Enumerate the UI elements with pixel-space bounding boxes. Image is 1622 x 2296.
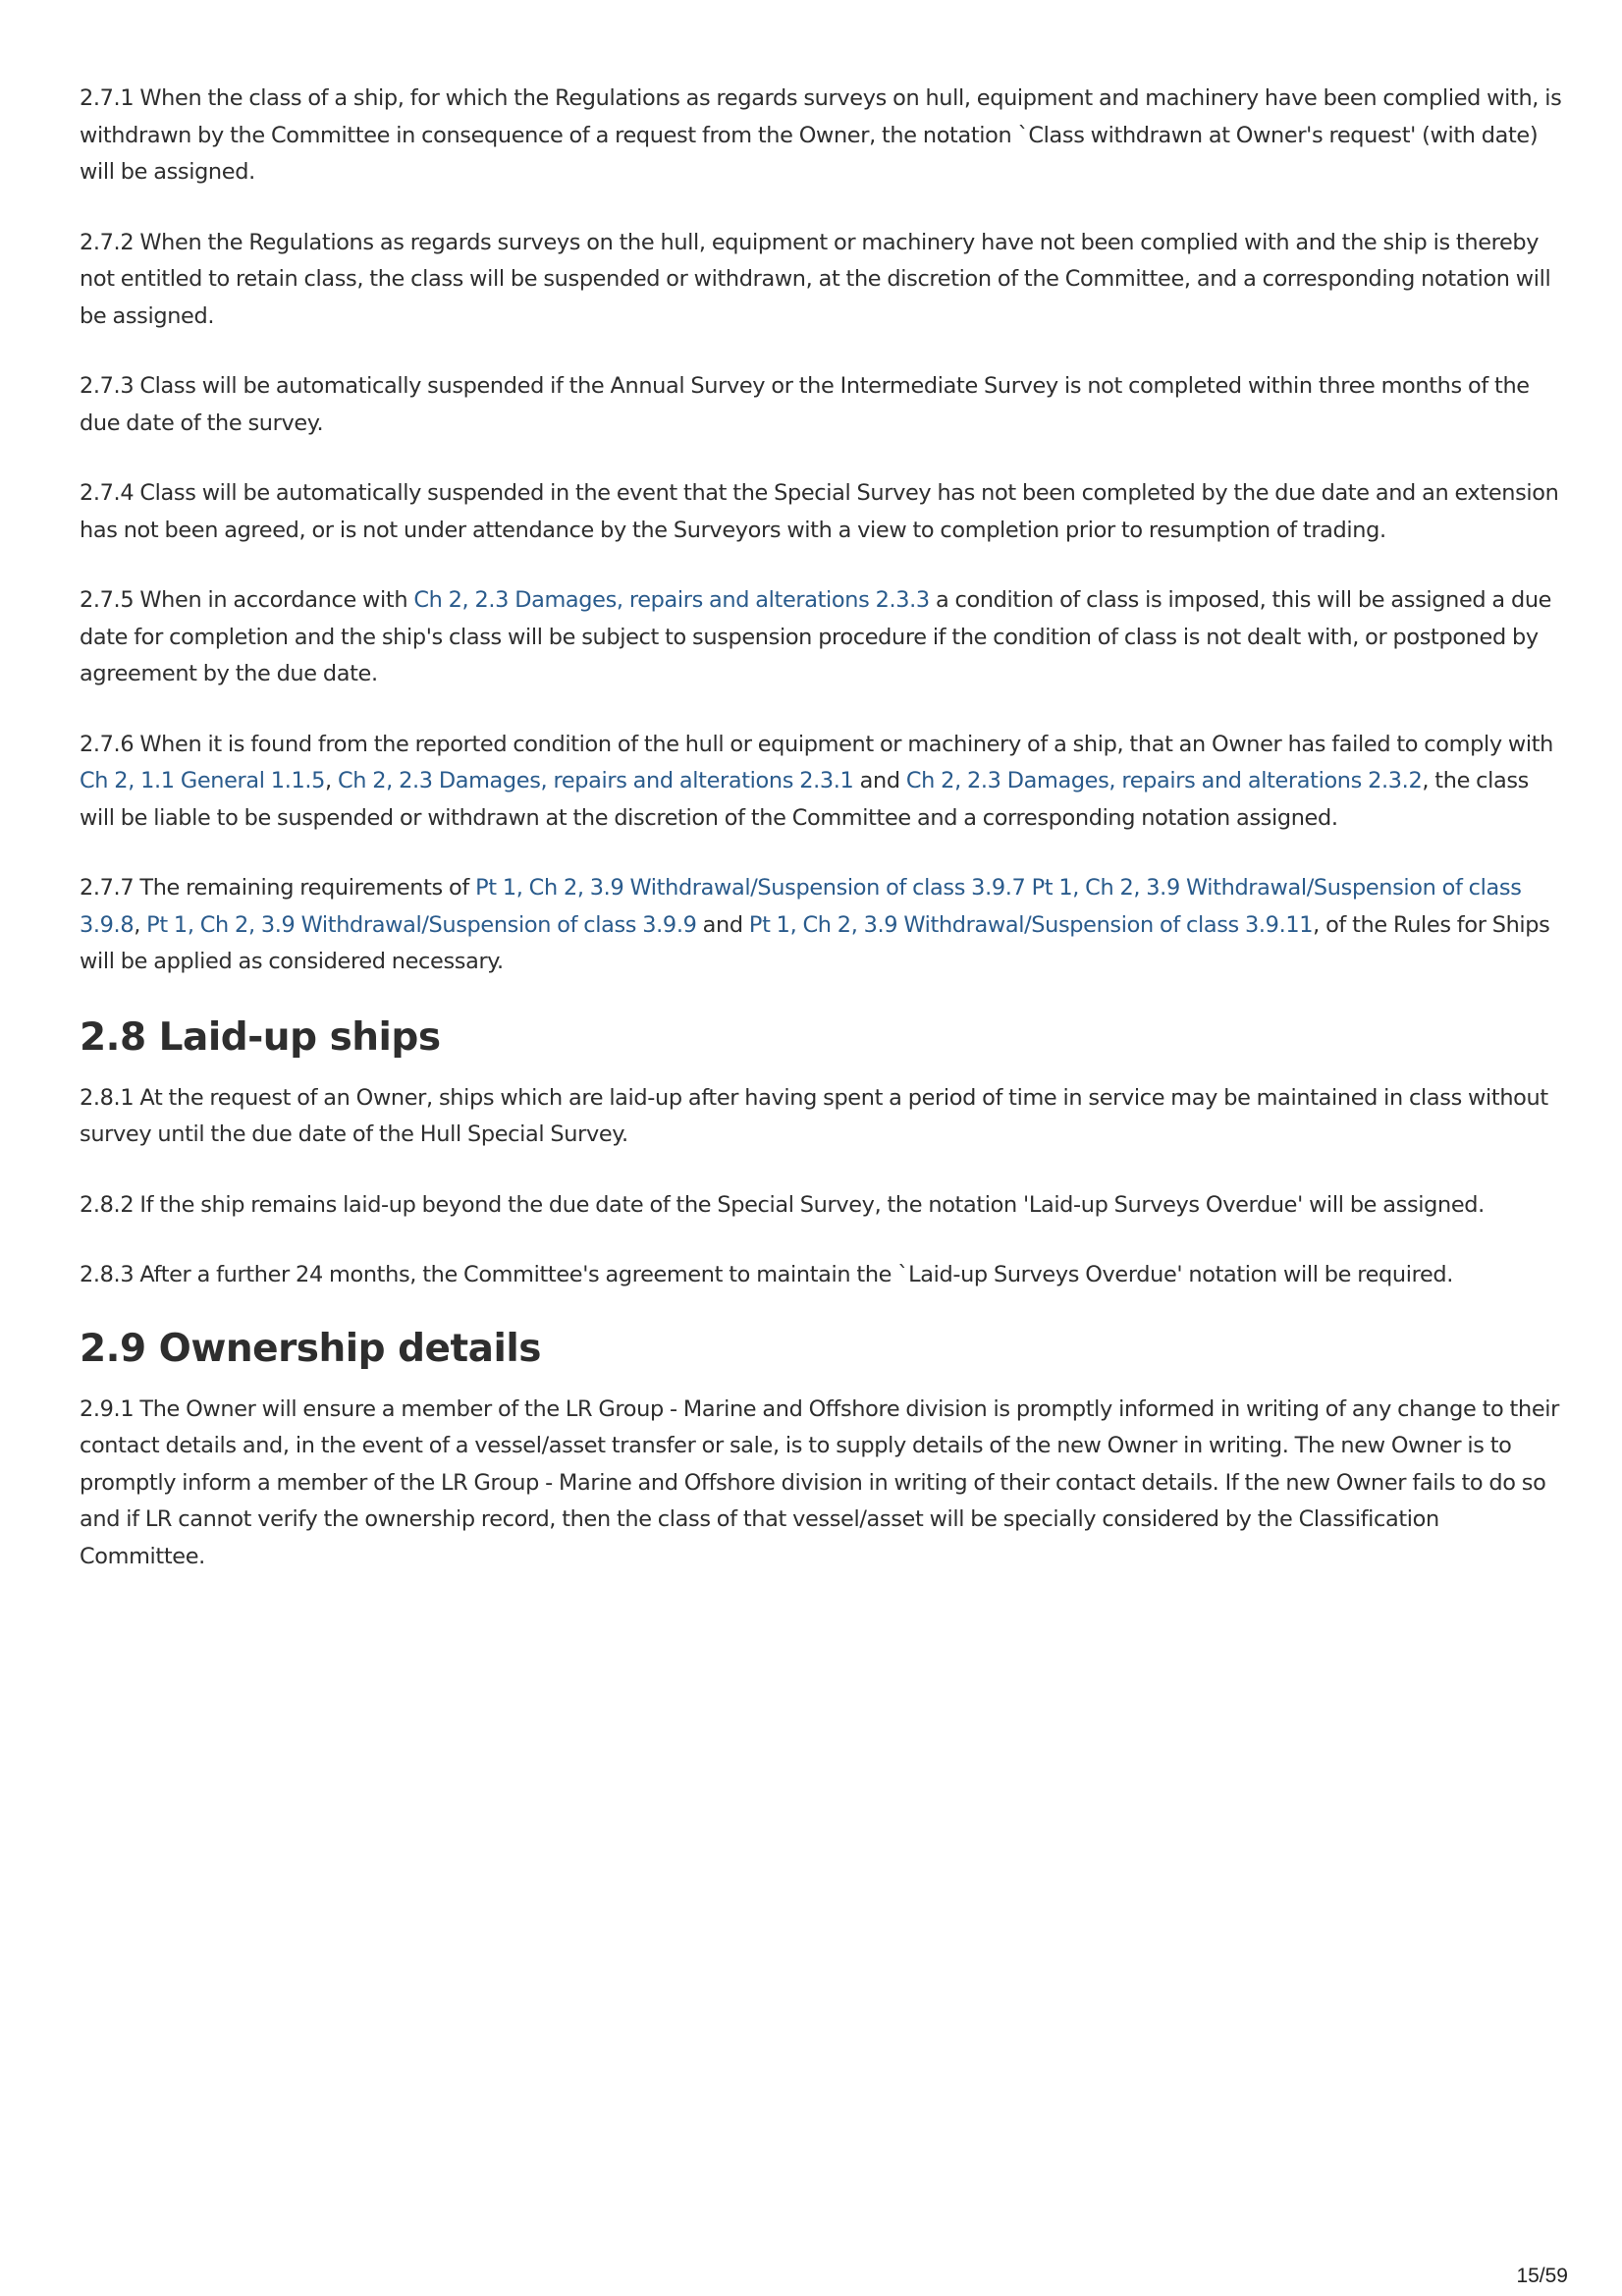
paragraph-2-7-7 [80,870,1562,981]
paragraph-2-7-4: 2.7.4 Class will be automatically suspended in the event that the Special Survey has not been completed by the due date and an extension has not been agreed, or is not under attendance by the Surveyors with a view to completion prior to resumption of trading. [80,480,1559,543]
paragraph-text: 2.7.7 The remaining requirements of [80,875,476,901]
cross-reference-link[interactable]: Pt 1, Ch 2, 3.9 Withdrawal/Suspension of class 3.9.11 [748,911,1314,938]
paragraph-text: , the class will be liable to be suspended or withdrawn at the discretion of the Committee and a corresponding notation assigned. [80,768,1529,831]
cross-reference-link[interactable]: Ch 2, 2.3 Damages, repairs and alterations 2.3.3 [413,587,930,613]
cross-reference-link[interactable]: Ch 2, 2.3 Damages, repairs and alterations 2.3.2 [905,768,1423,793]
section-heading-ownership-details: 2.9 Ownership details [80,1326,541,1371]
paragraph-2-8-1: 2.8.1 At the request of an Owner, ships which are laid-up after having spent a period of time in service may be maintained in class without survey until the due date of the Hull Special Survey. [80,1084,1548,1147]
paragraph-2-9-1: 2.9.1 The Owner will ensure a member of the LR Group - Marine and Offshore division is promptly informed in writing of any change to their contact details and, in the event of a vessel/asset transfer or sale, is to supply details of the new Owner in writing. The new Owner is to promptly inform a member of the LR Group - Marine and Offshore division in writing of their contact details. If the new Owner fails to do so and if LR cannot verify the ownership record, then the class of that vessel/asset will be specially considered by the Classification Committee. [80,1395,1559,1569]
cross-reference-link[interactable]: Pt 1, Ch 2, 3.9 Withdrawal/Suspension of class 3.9.9 [146,911,697,938]
paragraph-text: and [853,768,906,793]
paragraph-text: and [696,911,749,938]
paragraph-2-8-2: 2.8.2 If the ship remains laid-up beyond the due date of the Special Survey, the notation 'Laid-up Surveys Overdue' will be assigned. [80,1191,1485,1218]
paragraph-2-7-6 [80,727,1562,838]
paragraph-text: , [325,768,338,793]
document-body [80,81,1562,1609]
paragraph-text: 2.7.6 When it is found from the reported condition of the hull or equipment or machinery of a ship, that an Owner has failed to comply with [80,731,1553,757]
paragraph-2-7-1: 2.7.1 When the class of a ship, for which the Regulations as regards surveys on hull, equipment and machinery have been complied with, is withdrawn by the Committee in consequence of a request from the Owner, the notation `Class withdrawn at Owner's request' (with date) will be assigned. [80,85,1562,185]
paragraph-2-7-3: 2.7.3 Class will be automatically suspended if the Annual Survey or the Intermediate Survey is not completed within three months of the due date of the survey. [80,373,1530,436]
paragraph-text: 2.7.5 When in accordance with [80,587,414,613]
page-number: 15/59 [1516,2265,1568,2287]
section-heading-laid-up-ships: 2.8 Laid-up ships [80,1014,441,1060]
cross-reference-link[interactable]: Pt 1, Ch 2, 3.9 Withdrawal/Suspension of class 3.9.8 [80,875,1522,938]
cross-reference-link[interactable]: Ch 2, 1.1 General 1.1.5 [80,768,326,793]
paragraph-2-7-2: 2.7.2 When the Regulations as regards surveys on the hull, equipment or machinery have not been complied with and the ship is thereby not entitled to retain class, the class will be suspended or withdrawn, at the discretion of the Committee, and a corresponding notation will be assigned. [80,229,1551,329]
cross-reference-link[interactable]: Ch 2, 2.3 Damages, repairs and alterations 2.3.1 [337,768,854,793]
cross-reference-link[interactable]: Pt 1, Ch 2, 3.9 Withdrawal/Suspension of class 3.9.7 [475,875,1026,901]
paragraph-text: , [134,911,147,938]
paragraph-2-7-5 [80,582,1562,693]
paragraph-2-8-3: 2.8.3 After a further 24 months, the Committee's agreement to maintain the `Laid-up Surveys Overdue' notation will be required. [80,1262,1454,1287]
paragraph-text: a condition of class is imposed, this will be assigned a due date for completion and the ship's class will be subject to suspension procedure if the condition of class is not dealt with, or postponed by agreement by the due date. [80,587,1552,686]
paragraph-text: , of the Rules for Ships will be applied as considered necessary. [80,911,1550,974]
